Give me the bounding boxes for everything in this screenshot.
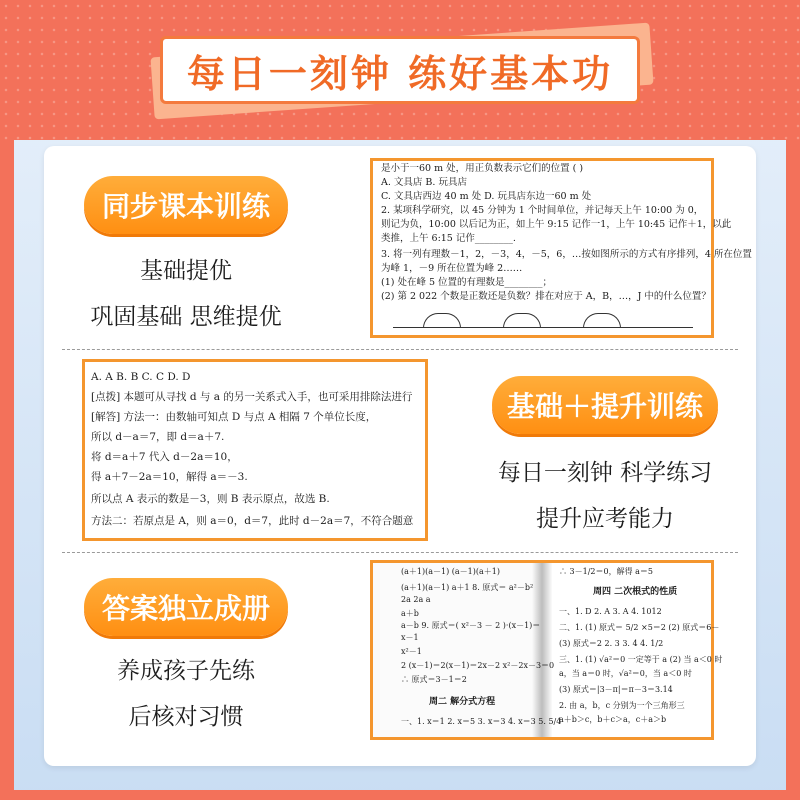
sample-solution-image: A. A B. B C. C D. D [点拨] 本题可从寻找 d 与 a 的另一关系式入手，也可采用排除法进行 [解答] 方法一：由数轴可知点 D 与点 A 相隔 7 个单位长度， 所以 d－a＝7，即 d＝a＋7. 将 d＝a＋7 代入 d－2a＝10， 得 a＋7－2a＝10，解得 a＝－3. 所以点 A 表示的数是－3，则 B 表示原点，故选 B. 方法二：若原点是 A，则 a＝0，d＝7，此时 d－2a＝7，不符合题意	[82, 359, 428, 541]
caption-check-after: 后核对习惯	[128, 704, 244, 730]
sample-exercise-image: 是小于一60 m 处，用正负数表示它们的位置 ( ) A. 文具店 B. 玩具店 C. 文具店西边 40 m 处 D. 玩具店东边一60 m 处 2. 某项科学研究，以 45 分钟为 1 个时间单位，并记每天上午 10:00 为 0， 则记为负，10:00 以后记为正，如上午 9:15 记作一1，上午 10:45 记作＋1，以此 类推，上午 6:15 记作________. 3. 将一列有理数－1，2，－3，4，－5，6，…按如图所示的方式有序排列，4 所在位置 为峰 1，－9 所在位置为峰 2…… (1) 处在峰 5 位置的有理数是________； (2) 第 2 022 个数是正数还是负数？排在对应于 A，B，…，J 中的什么位置？	[370, 158, 714, 338]
caption-habit-first: 养成孩子先练	[117, 658, 255, 684]
peak-arc	[423, 313, 461, 328]
pill-answer-booklet: 答案独立成册	[84, 578, 288, 636]
right-page-heading: 周四 二次根式的性质	[593, 587, 678, 597]
section-divider	[62, 552, 738, 553]
content-panel	[44, 146, 756, 766]
banner-title: 每日一刻钟 练好基本功	[186, 51, 614, 96]
caption-daily-practice: 每日一刻钟 科学练习	[497, 460, 713, 486]
answer-book-image: (a＋1)(a－1) (a－1)(a＋1) (a＋1)(a－1) a＋1 8. 原式＝ a²－b² 2a 2a a a＋b a－b 9. 原式＝( x²－3 － 2 )·(x－1)＝ x－1 x²－1 2 (x－1)＝2(x－1)＝2x－2 x²－2x－3＝0 ∴ 原式＝3－1＝2 周二 解分式方程 一、1. x＝1 2. x＝5 3. x＝3 4. x＝3 5. 5/4 ∴ 3－1/2＝0，解得 a＝5 周四 二次根式的性质 一、1. D 2. A 3. A 4. 1012 二、1. (1) 原式＝ 5/2 ×5＝2 (2) 原式＝6－ (3) 原式＝2 2. 3 3. 4 4. 1/2 三、1. (1) √a²＝0 一定等于 a (2) 当 a＜0 时 a，当 a＝0 时，√a²＝0，当 a＜0 时 (3) 原式＝|3－π|＝π－3＝3.14 2. 由 a，b，c 分别为一个三角形三 a＋b＞c，b＋c＞a，c＋a＞b	[370, 560, 714, 740]
book-gutter	[532, 563, 552, 737]
section-divider	[62, 349, 738, 350]
title-banner	[160, 36, 640, 104]
right-frame-border	[786, 140, 800, 800]
left-page-heading: 周二 解分式方程	[429, 697, 496, 707]
number-line	[393, 327, 693, 328]
pill-basic-plus-training: 基础＋提升训练	[492, 376, 718, 434]
caption-basic-improve: 基础提优	[140, 258, 232, 284]
pill-sync-training: 同步课本训练	[84, 176, 288, 234]
peak-arc	[503, 313, 541, 328]
caption-exam-ability: 提升应考能力	[536, 506, 674, 532]
bottom-frame-border	[0, 790, 800, 800]
left-frame-border	[0, 140, 14, 800]
peak-arc	[583, 313, 621, 328]
caption-consolidate: 巩固基础 思维提优	[90, 304, 282, 330]
